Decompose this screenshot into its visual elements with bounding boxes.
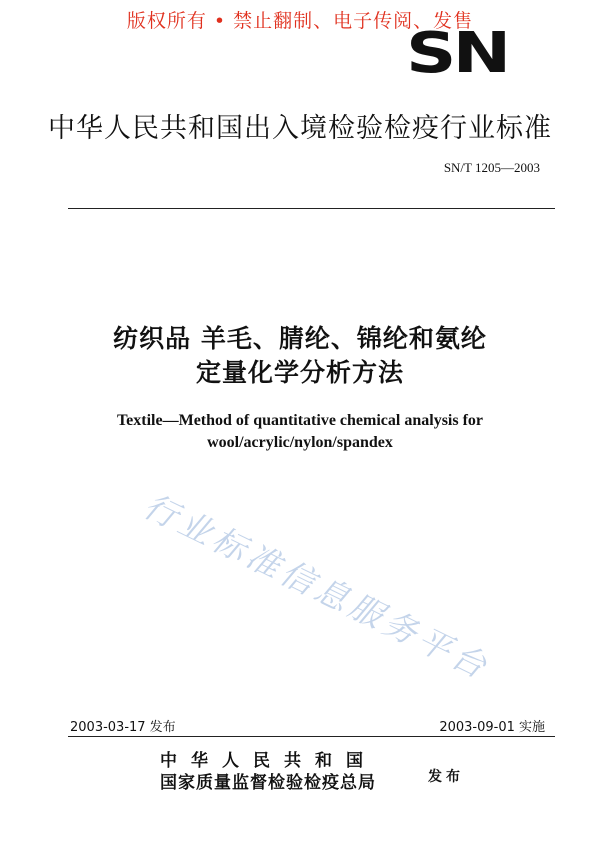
copyright-notice: 版权所有 • 禁止翻制、电子传阅、发售 — [126, 10, 474, 32]
standard-category: 中华人民共和国出入境检验检疫行业标准 — [48, 113, 552, 144]
footer-divider — [68, 736, 555, 737]
standard-number: SN/T 1205—2003 — [443, 160, 540, 175]
header-divider — [68, 208, 555, 209]
title-chinese-line2: 定量化学分析方法 — [195, 358, 404, 387]
issuer-country: 中华人民共和国 — [160, 751, 377, 771]
issuer-action: 发布 — [428, 769, 464, 785]
implementation-date: 2003-09-01 实施 — [439, 720, 545, 735]
sn-logo: SN — [406, 21, 508, 86]
issuer-agency: 国家质量监督检验检疫总局 — [160, 773, 376, 793]
watermark: 行业标准信息服务平台 — [137, 485, 497, 688]
issuer-block — [160, 750, 377, 794]
title-english-line2: wool/acrylic/nylon/spandex — [207, 434, 393, 451]
title-english — [0, 410, 600, 454]
issue-date: 2003-03-17 发布 — [70, 720, 176, 735]
title-english-line1: Textile—Method of quantitative chemical analysis for — [116, 412, 484, 429]
title-chinese-line1: 纺织品 羊毛、腈纶、锦纶和氨纶 — [113, 324, 487, 353]
title-chinese — [0, 322, 600, 390]
